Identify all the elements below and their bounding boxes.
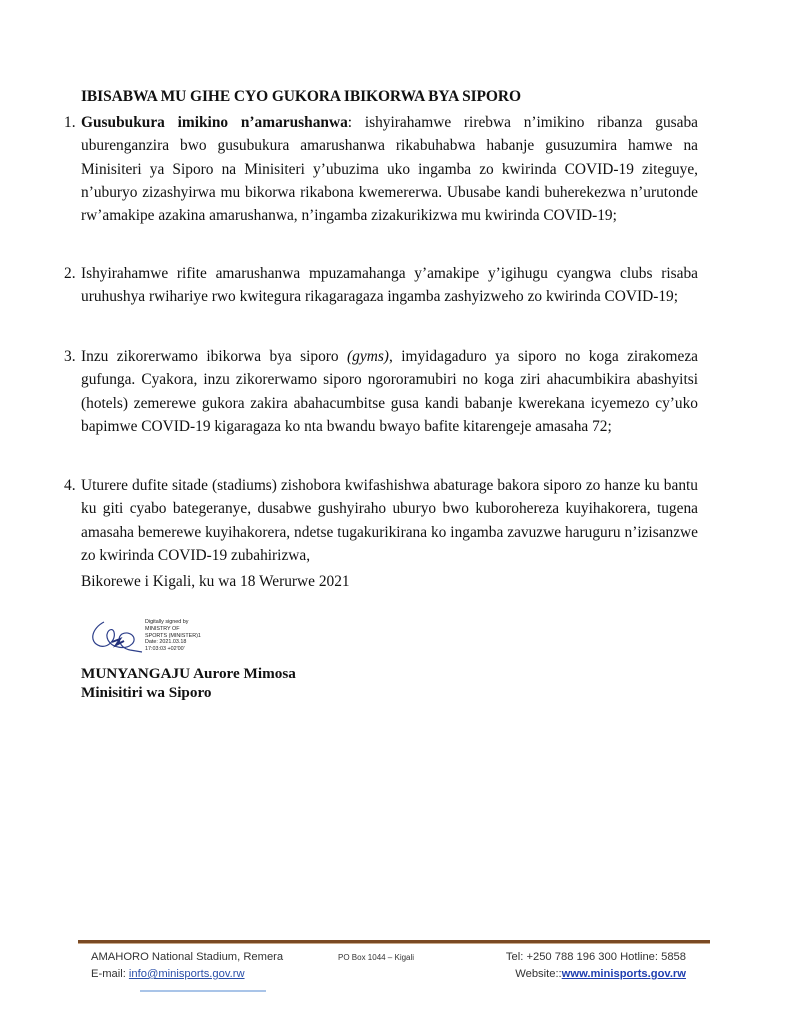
signature-line: 17:03:03 +02'00' [145, 646, 185, 653]
date-line: Bikorewe i Kigali, ku wa 18 Werurwe 2021 [81, 573, 350, 590]
signature-line: Digitally signed by [145, 619, 189, 625]
item-italic: (gyms) [347, 348, 389, 365]
digital-signature-text [145, 619, 201, 653]
footer-website-line [470, 966, 686, 983]
document-title: IBISABWA MU GIHE CYO GUKORA IBIKORWA BYA SIPORO [81, 88, 521, 105]
item-text: : ishyirahamwe rirebwa n’imikino ribanza gusaba uburenganzira bwo gusubukura amarushanwa rikabuhabwa habanje gusuzumira hamwe na Minisiteri ya Siporo na Minisiteri y’ubuzima uko ingamba zo kwirinda COVID-19 ziteguye, n’uburyo zizashyirwa mu bikorwa rikabona kwemererwa. Ubusabe kandi buherekezwa n’urutonde rw’amakipe azakina amarushanwa, n’ingamba zizakurikizwa mu kwirinda COVID-19; [81, 114, 698, 225]
list-item-4 [64, 474, 698, 567]
signatory-name: MUNYANGAJU Aurore Mimosa [81, 665, 296, 682]
signature-line: Date: 2021.03.18 [145, 639, 187, 646]
item-number: 4. [64, 477, 76, 494]
signature-line: MINISTRY OF [145, 625, 180, 632]
signatory-block [81, 664, 296, 702]
footer-divider-shadow [78, 943, 710, 944]
footer-email-line [91, 966, 283, 983]
footer-pobox: PO Box 1044 – Kigali [338, 953, 415, 962]
footer-left [91, 949, 283, 983]
footer-tel: Tel: +250 788 196 300 Hotline: 5858 [505, 951, 686, 963]
list-item-1 [64, 111, 698, 227]
signatory-title: Minisitiri wa Siporo [81, 684, 212, 701]
item-text: Uturere dufite sitade (stadiums) zishobora kwifashishwa abaturage bakora siporo zo hanze ku bantu ku giti cyabo bategeranye, dusabwe gushyiraho uburyo bwo kuborohereza kuyihakorera, tugena amasaha bemerewe kuyihakorera, ndetse tugakurikirana ko ingamba zavuzwe haruguru n’izisanzwe zo kwirinda COVID-19 zubahirizwa, [81, 477, 698, 564]
email-label: E-mail: [91, 968, 129, 980]
list-item-2 [64, 262, 698, 309]
website-link[interactable]: www.minisports.gov.rw [561, 968, 686, 980]
signature-icon [86, 618, 146, 658]
signature-line: SPORTS (MINISTER)1 [145, 632, 201, 639]
email-link[interactable]: info@minisports.gov.rw [128, 968, 245, 980]
footer-address: AMAHORO National Stadium, Remera [91, 951, 284, 963]
item-text: , imyidagaduro ya siporo no koga zirakomeza gufunga. Cyakora, inzu zikorerwamo siporo ngororamubiri no koga ziri ahacumbikira abashyitsi (hotels) zemerewe gukora zakira abahacumbitse gusa kandi babanje kwerekana icyemezo cy’uko bapimwe COVID-19 kigaragaza ko nta bwandu bwayo bafite kitarengeje amasaha 72; [81, 348, 699, 435]
footer-right [470, 949, 686, 983]
item-number: 1. [64, 114, 76, 131]
item-text: Ishyirahamwe rifite amarushanwa mpuzamahanga y’amakipe y’igihugu cyangwa clubs risaba uruhushya rwihariye rwo kwitegura rikagaragaza ingamba zashyizweho zo kwirinda COVID-19; [81, 265, 698, 306]
item-text-before-italic: Inzu zikorerwamo ibikorwa bya siporo [81, 348, 348, 365]
item-bold-lead: Gusubukura imikino n’amarushanwa [81, 114, 348, 131]
item-number: 2. [64, 265, 76, 282]
website-label: Website:: [515, 968, 562, 980]
list-item-3 [64, 345, 698, 438]
footer-accent-bar [140, 990, 266, 992]
item-number: 3. [64, 348, 76, 365]
